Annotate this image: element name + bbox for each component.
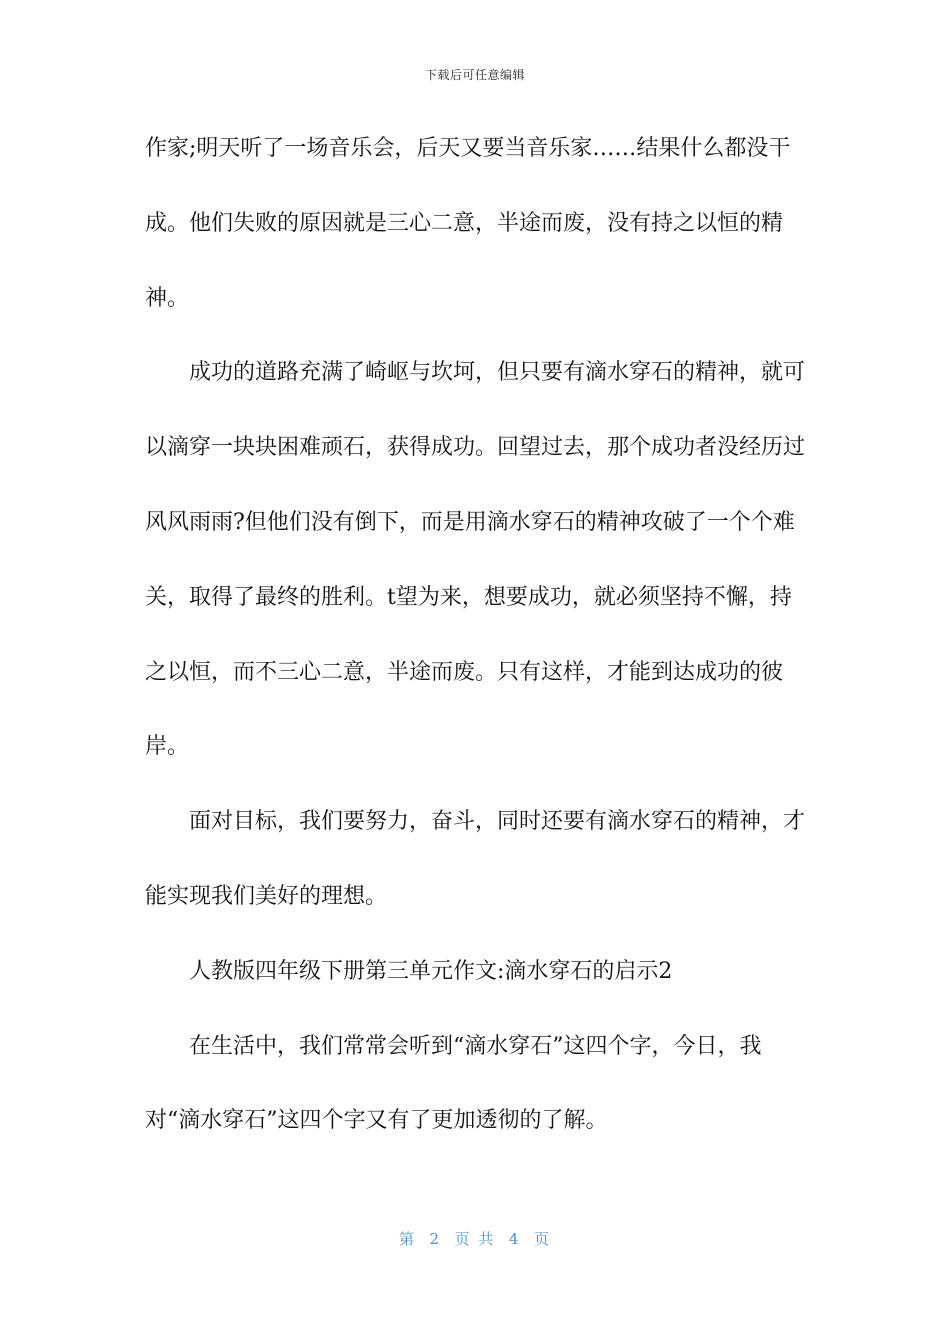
paragraph-2: 成功的道路充满了崎岖与坎坷，但只要有滴水穿石的精神，就可以滴穿一块块困难顽石，获得成功。回望过去，那个成功者没经历过风风雨雨?但他们没有倒下，而是用滴水穿石的精神攻破了一个个难关，取得了最终的胜利。t望为来，想要成功，就必须坚持不懈，持之以恒，而不三心二意，半途而废。只有这样，才能到达成功的彼岸。 — [145, 360, 806, 760]
document-body — [145, 112, 805, 1159]
page-indicator: 第 2 页 共 4 页 — [399, 1230, 551, 1248]
header-note: 下载后可任意编辑 — [424, 68, 525, 82]
paragraph-1: 作家;明天听了一场音乐会，后天又要当音乐家……结果什么都没干成。他们失败的原因就是三心二意，半途而废，没有持之以恒的精神。 — [145, 136, 791, 311]
paragraph-4: 在生活中，我们常常会听到“滴水穿石”这四个字，今日，我对“滴水穿石”这四个字又有了更加透彻的了解。 — [145, 1033, 762, 1134]
section-heading: 人教版四年级下册第三单元作文:滴水穿石的启示2 — [189, 958, 673, 984]
paragraph-3: 面对目标，我们要努力，奋斗，同时还要有滴水穿石的精神，才能实现我们美好的理想。 — [145, 809, 806, 909]
